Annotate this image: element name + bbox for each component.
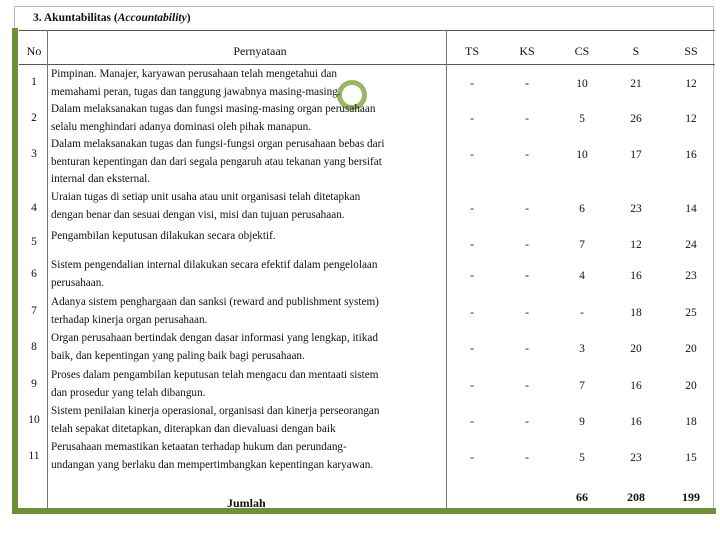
statement-text	[51, 189, 446, 224]
cell-ts: -	[470, 343, 474, 355]
statement-line: internal dan eksternal.	[51, 173, 151, 185]
statement-line: Proses dalam pengambilan keputusan telah mengacu dan mentaati sistem	[51, 369, 379, 381]
header-cs: CS	[574, 44, 590, 58]
statement-text	[51, 367, 446, 402]
section-title: 3. Akuntabilitas (Accountability)	[33, 12, 191, 24]
header-bottom-rule	[19, 64, 715, 65]
cell-ks: -	[525, 78, 529, 90]
total-s: 208	[627, 490, 645, 504]
row-number: 11	[28, 450, 40, 462]
cell-s: 23	[630, 452, 642, 464]
statement-text	[51, 101, 446, 136]
header-top-rule	[19, 30, 715, 31]
statement-line: undangan yang berlaku dan mempertimbangkan kepentingan karyawan.	[51, 458, 374, 471]
cell-s: 18	[630, 307, 642, 319]
row-number: 6	[31, 268, 37, 280]
statement-line: Sistem penilaian kinerja operasional, organisasi dan kinerja perseorangan	[51, 405, 380, 417]
statement-line: Perusahaan memastikan ketaatan terhadap hukum dan perundang-	[51, 441, 347, 453]
cell-cs: 4	[579, 270, 585, 282]
cell-ts: -	[470, 78, 474, 90]
cell-s: 26	[630, 113, 642, 125]
cell-ts: -	[470, 239, 474, 251]
cell-ss: 16	[685, 149, 697, 161]
cell-cs: 7	[579, 239, 585, 251]
cell-ts: -	[470, 380, 474, 392]
row-number: 4	[31, 202, 37, 214]
row-number: 9	[31, 378, 37, 390]
cell-ks: -	[525, 380, 529, 392]
statement-line: perusahaan.	[51, 276, 105, 289]
statement-text	[51, 330, 446, 365]
row-number: 8	[31, 341, 37, 353]
statement-line: Uraian tugas di setiap unit usaha atau unit organisasi telah ditetapkan	[51, 191, 361, 203]
header-ks: KS	[519, 44, 535, 58]
cell-ts: -	[470, 203, 474, 215]
bottom-accent-bar	[12, 508, 716, 514]
header-no: No	[26, 44, 42, 58]
cell-s: 20	[630, 343, 642, 355]
cell-cs: 10	[576, 149, 588, 161]
cell-ss: 12	[685, 113, 697, 125]
row-number: 5	[31, 236, 37, 248]
cell-ts: -	[470, 307, 474, 319]
cell-ts: -	[470, 416, 474, 428]
statement-line: benturan kepentingan dan dari segala pengaruh atau tekanan yang bersifat	[51, 155, 382, 168]
cell-ks: -	[525, 113, 529, 125]
cell-ts: -	[470, 452, 474, 464]
cell-ks: -	[525, 307, 529, 319]
total-label: Jumlah	[227, 496, 266, 510]
cell-ss: 14	[685, 203, 697, 215]
statement-line: Adanya sistem penghargaan dan sanksi (reward and publishment system)	[51, 296, 379, 308]
statement-line: dan prosedur yang telah dibangun.	[51, 386, 206, 399]
cell-ks: -	[525, 149, 529, 161]
cell-s: 12	[630, 239, 642, 251]
cell-s: 17	[630, 149, 642, 161]
cell-ss: 15	[685, 452, 697, 464]
cell-cs: -	[580, 307, 584, 319]
total-cs: 66	[576, 490, 588, 504]
cell-cs: 6	[579, 203, 585, 215]
statement-text	[51, 403, 446, 438]
statement-line: Organ perusahaan bertindak dengan dasar informasi yang lengkap, itikad	[51, 332, 378, 344]
header-ss: SS	[684, 44, 698, 58]
statement-line: Dalam melaksanakan tugas dan fungsi-fungsi organ perusahaan bebas dari	[51, 138, 385, 150]
statement-text	[51, 439, 446, 474]
header-s: S	[632, 44, 640, 58]
cell-ss: 23	[685, 270, 697, 282]
statement-line: Pengambilan keputusan dilakukan secara objektif.	[51, 230, 276, 242]
cell-ks: -	[525, 452, 529, 464]
cell-ss: 12	[685, 78, 697, 90]
cell-ks: -	[525, 343, 529, 355]
cell-s: 23	[630, 203, 642, 215]
cell-s: 16	[630, 416, 642, 428]
cell-s: 16	[630, 270, 642, 282]
cell-cs: 3	[579, 343, 585, 355]
statement-text	[51, 294, 446, 329]
cell-s: 16	[630, 380, 642, 392]
row-number: 3	[31, 148, 37, 160]
statement-line: dengan benar dan sesuai dengan visi, misi dan tujuan perusahaan.	[51, 208, 345, 221]
cell-s: 21	[630, 78, 642, 90]
statement-line: memahami peran, tugas dan tanggung jawabnya masing-masing.	[51, 85, 341, 98]
row-number: 10	[28, 414, 40, 426]
header-ts: TS	[464, 44, 479, 58]
statement-line: Dalam melaksanakan tugas dan fungsi masing-masing organ perusahaan	[51, 103, 376, 115]
cell-cs: 10	[576, 78, 588, 90]
cell-ks: -	[525, 203, 529, 215]
statement-line: telah sepakat ditetapkan, diterapkan dan dievaluasi dengan baik	[51, 422, 336, 435]
statement-line: baik, dan kepentingan yang paling baik bagi perusahaan.	[51, 349, 305, 362]
statement-text	[51, 66, 446, 101]
cell-ks: -	[525, 270, 529, 282]
cell-ss: 25	[685, 307, 697, 319]
cell-ss: 18	[685, 416, 697, 428]
col-divider-pernyataan	[446, 30, 447, 508]
cell-ks: -	[525, 239, 529, 251]
statement-line: selalu menghindari adanya dominasi oleh pihak manapun.	[51, 120, 312, 133]
cell-ts: -	[470, 270, 474, 282]
statement-text	[51, 257, 446, 292]
cell-cs: 9	[579, 416, 585, 428]
statement-line: Sistem pengendalian internal dilakukan secara efektif dalam pengelolaan	[51, 259, 378, 271]
row-number: 7	[31, 305, 37, 317]
statement-line: Pimpinan. Manajer, karyawan perusahaan telah mengetahui dan	[51, 68, 337, 80]
row-number: 1	[31, 76, 37, 88]
cell-ss: 20	[685, 380, 697, 392]
cell-cs: 7	[579, 380, 585, 392]
statement-text	[51, 136, 446, 189]
cell-ts: -	[470, 149, 474, 161]
cell-ss: 24	[685, 239, 697, 251]
cell-cs: 5	[579, 113, 585, 125]
cell-ts: -	[470, 113, 474, 125]
statement-text	[51, 228, 446, 246]
total-ss: 199	[682, 490, 700, 504]
statement-line: terhadap kinerja organ perusahaan.	[51, 313, 208, 326]
header-pernyataan: Pernyataan	[233, 44, 287, 58]
cell-ss: 20	[685, 343, 697, 355]
row-number: 2	[31, 112, 37, 124]
cell-cs: 5	[579, 452, 585, 464]
cell-ks: -	[525, 416, 529, 428]
